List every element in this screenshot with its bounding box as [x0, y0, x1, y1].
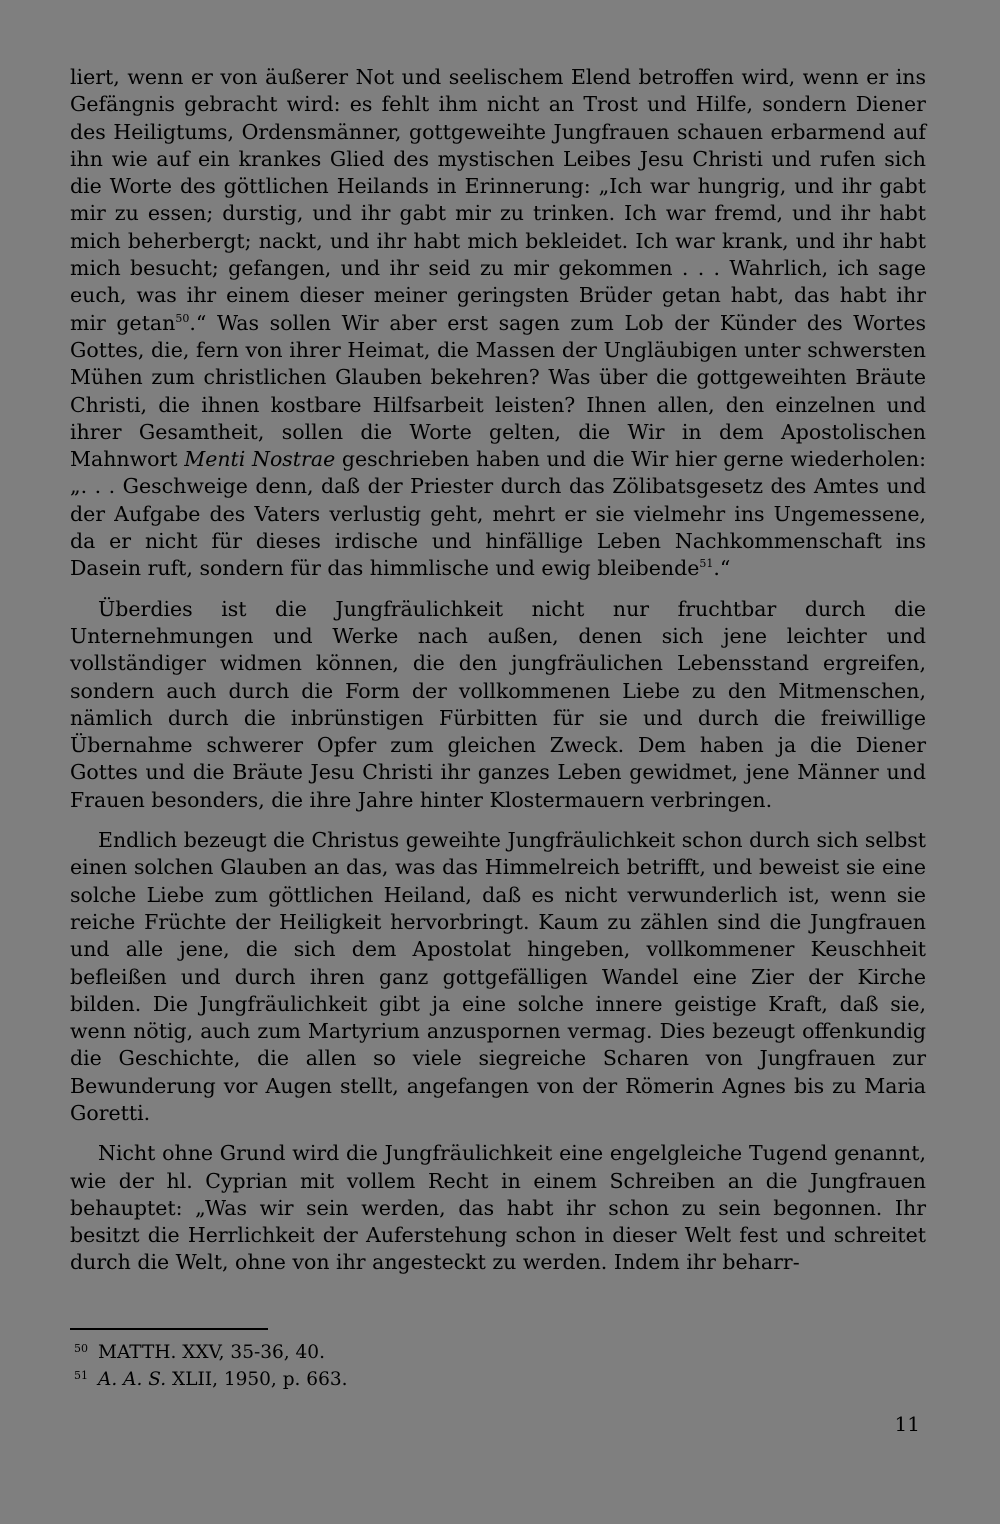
- footnote-separator: [70, 1328, 268, 1330]
- footnote-number: 51: [74, 1369, 88, 1382]
- footnote-reference: 51: [699, 557, 714, 571]
- text-run: XLII, 1950, p. 663.: [166, 1369, 348, 1390]
- text-run: MATTH. XXV, 35-36, 40.: [98, 1342, 325, 1363]
- text-run: Überdies ist die Jungfräulichkeit nicht nur fruchtbar durch die Unternehmungen und Werke nach außen, denen sich jene leichter und vollständiger widmen können, die den jungfräulichen Lebensstand ergreifen, sondern auch durch die Form der vollkommenen Liebe zu den Mitmenschen, nämlich durch die inbrünstigen Fürbitten für sie und durch die freiwillige Übernahme schwerer Opfer zum gleichen Zweck. Dem haben ja die Diener Gottes und die Bräute Jesu Christi ihr ganzes Leben gewidmet, jene Männer und Frauen besonders, die ihre Jahre hinter Klostermauern verbringen.: [70, 596, 926, 812]
- footnote-reference: 50: [175, 311, 190, 325]
- footnote: [74, 1364, 774, 1391]
- text-run: liert, wenn er von äußerer Not und seelischem Elend betroffen wird, wenn er ins Gefängnis gebracht wird: es fehlt ihm nicht an Trost und Hilfe, sondern Diener des Heiligtums, Ordensmänner, gottgeweihte Jungfrauen schauen erbarmend auf ihn wie auf ein krankes Glied des mystischen Leibes Jesu Christi und rufen sich die Worte des göttlichen Heilands in Erinnerung: „Ich war hungrig, und ihr gabt mir zu essen; durstig, und ihr gabt mir zu trinken. Ich war fremd, und ihr habt mich beherbergt; nackt, und ihr habt mich bekleidet. Ich war krank, und ihr habt mich besucht; gefangen, und ihr seid zu mir gekommen . . . Wahrlich, ich sage euch, was ihr einem dieser meiner geringsten Brüder getan habt, das habt ihr mir getan: [70, 65, 926, 335]
- footnote-number: 50: [74, 1342, 88, 1355]
- text-run: Endlich bezeugt die Christus geweihte Jungfräulichkeit schon durch sich selbst einen solchen Glauben an das, was das Himmelreich betrifft, und beweist sie eine solche Liebe zum göttlichen Heiland, daß es nicht verwunderlich ist, wenn sie reiche Früchte der Heiligkeit hervorbringt. Kaum zu zählen sind die Jungfrauen und alle jene, die sich dem Apostolat hingeben, vollkommener Keuschheit befleißen und durch ihren ganz gottgefälligen Wandel eine Zier der Kirche bilden. Die Jungfräulichkeit gibt ja eine solche innere geistige Kraft, daß sie, wenn nötig, auch zum Martyrium anzuspornen vermag. Dies bezeugt offenkundig die Geschichte, die allen so viele siegreiche Scharen von Jungfrauen zur Bewunderung vor Augen stellt, angefangen von der Römerin Agnes bis zu Maria Goretti.: [70, 828, 926, 1125]
- text-run: .“: [713, 556, 731, 581]
- text-run: .“ Was sollen Wir aber erst sagen zum Lob der Künder des Wortes Gottes, die, fern von ihrer Heimat, die Massen der Ungläubigen unter schwersten Mühen zum christlichen Glauben bekehren? Was über die gottgeweihten Bräute Christi, die ihnen kostbare Hilfsarbeit leisten? Ihnen allen, den einzelnen und ihrer Gesamtheit, sollen die Worte gelten, die Wir in dem Apostolischen Mahnwort: [70, 310, 926, 472]
- footnotes: [74, 1337, 774, 1391]
- footnote: [74, 1337, 774, 1364]
- paragraph: [70, 827, 926, 1127]
- italic-text: Menti Nostrae: [184, 447, 336, 472]
- page-number: 11: [894, 1412, 920, 1436]
- body-text: [70, 64, 926, 1290]
- paragraph: [70, 596, 926, 814]
- italic-text: A. A. S.: [98, 1369, 167, 1390]
- text-run: Nicht ohne Grund wird die Jungfräulichkeit eine engelgleiche Tugend genannt, wie der hl. Cyprian mit vollem Recht in einem Schreiben an die Jungfrauen behauptet: „Was wir sein werden, das habt ihr schon zu sein begonnen. Ihr besitzt die Herrlichkeit der Auferstehung schon in dieser Welt fest und schreitet durch die Welt, ohne von ihr angesteckt zu werden. Indem ihr beharr-: [70, 1141, 926, 1275]
- paragraph: [70, 64, 926, 583]
- paragraph: [70, 1140, 926, 1276]
- text-run: geschrieben haben und die Wir hier gerne wiederholen: „. . . Geschweige denn, daß der Priester durch das Zölibatsgesetz des Amtes und der Aufgabe des Vaters verlustig geht, mehrt er sie vielmehr ins Ungemessene, da er nicht für dieses irdische und hinfällige Leben Nachkommenschaft ins Dasein ruft, sondern für das himmlische und ewig bleibende: [70, 447, 926, 581]
